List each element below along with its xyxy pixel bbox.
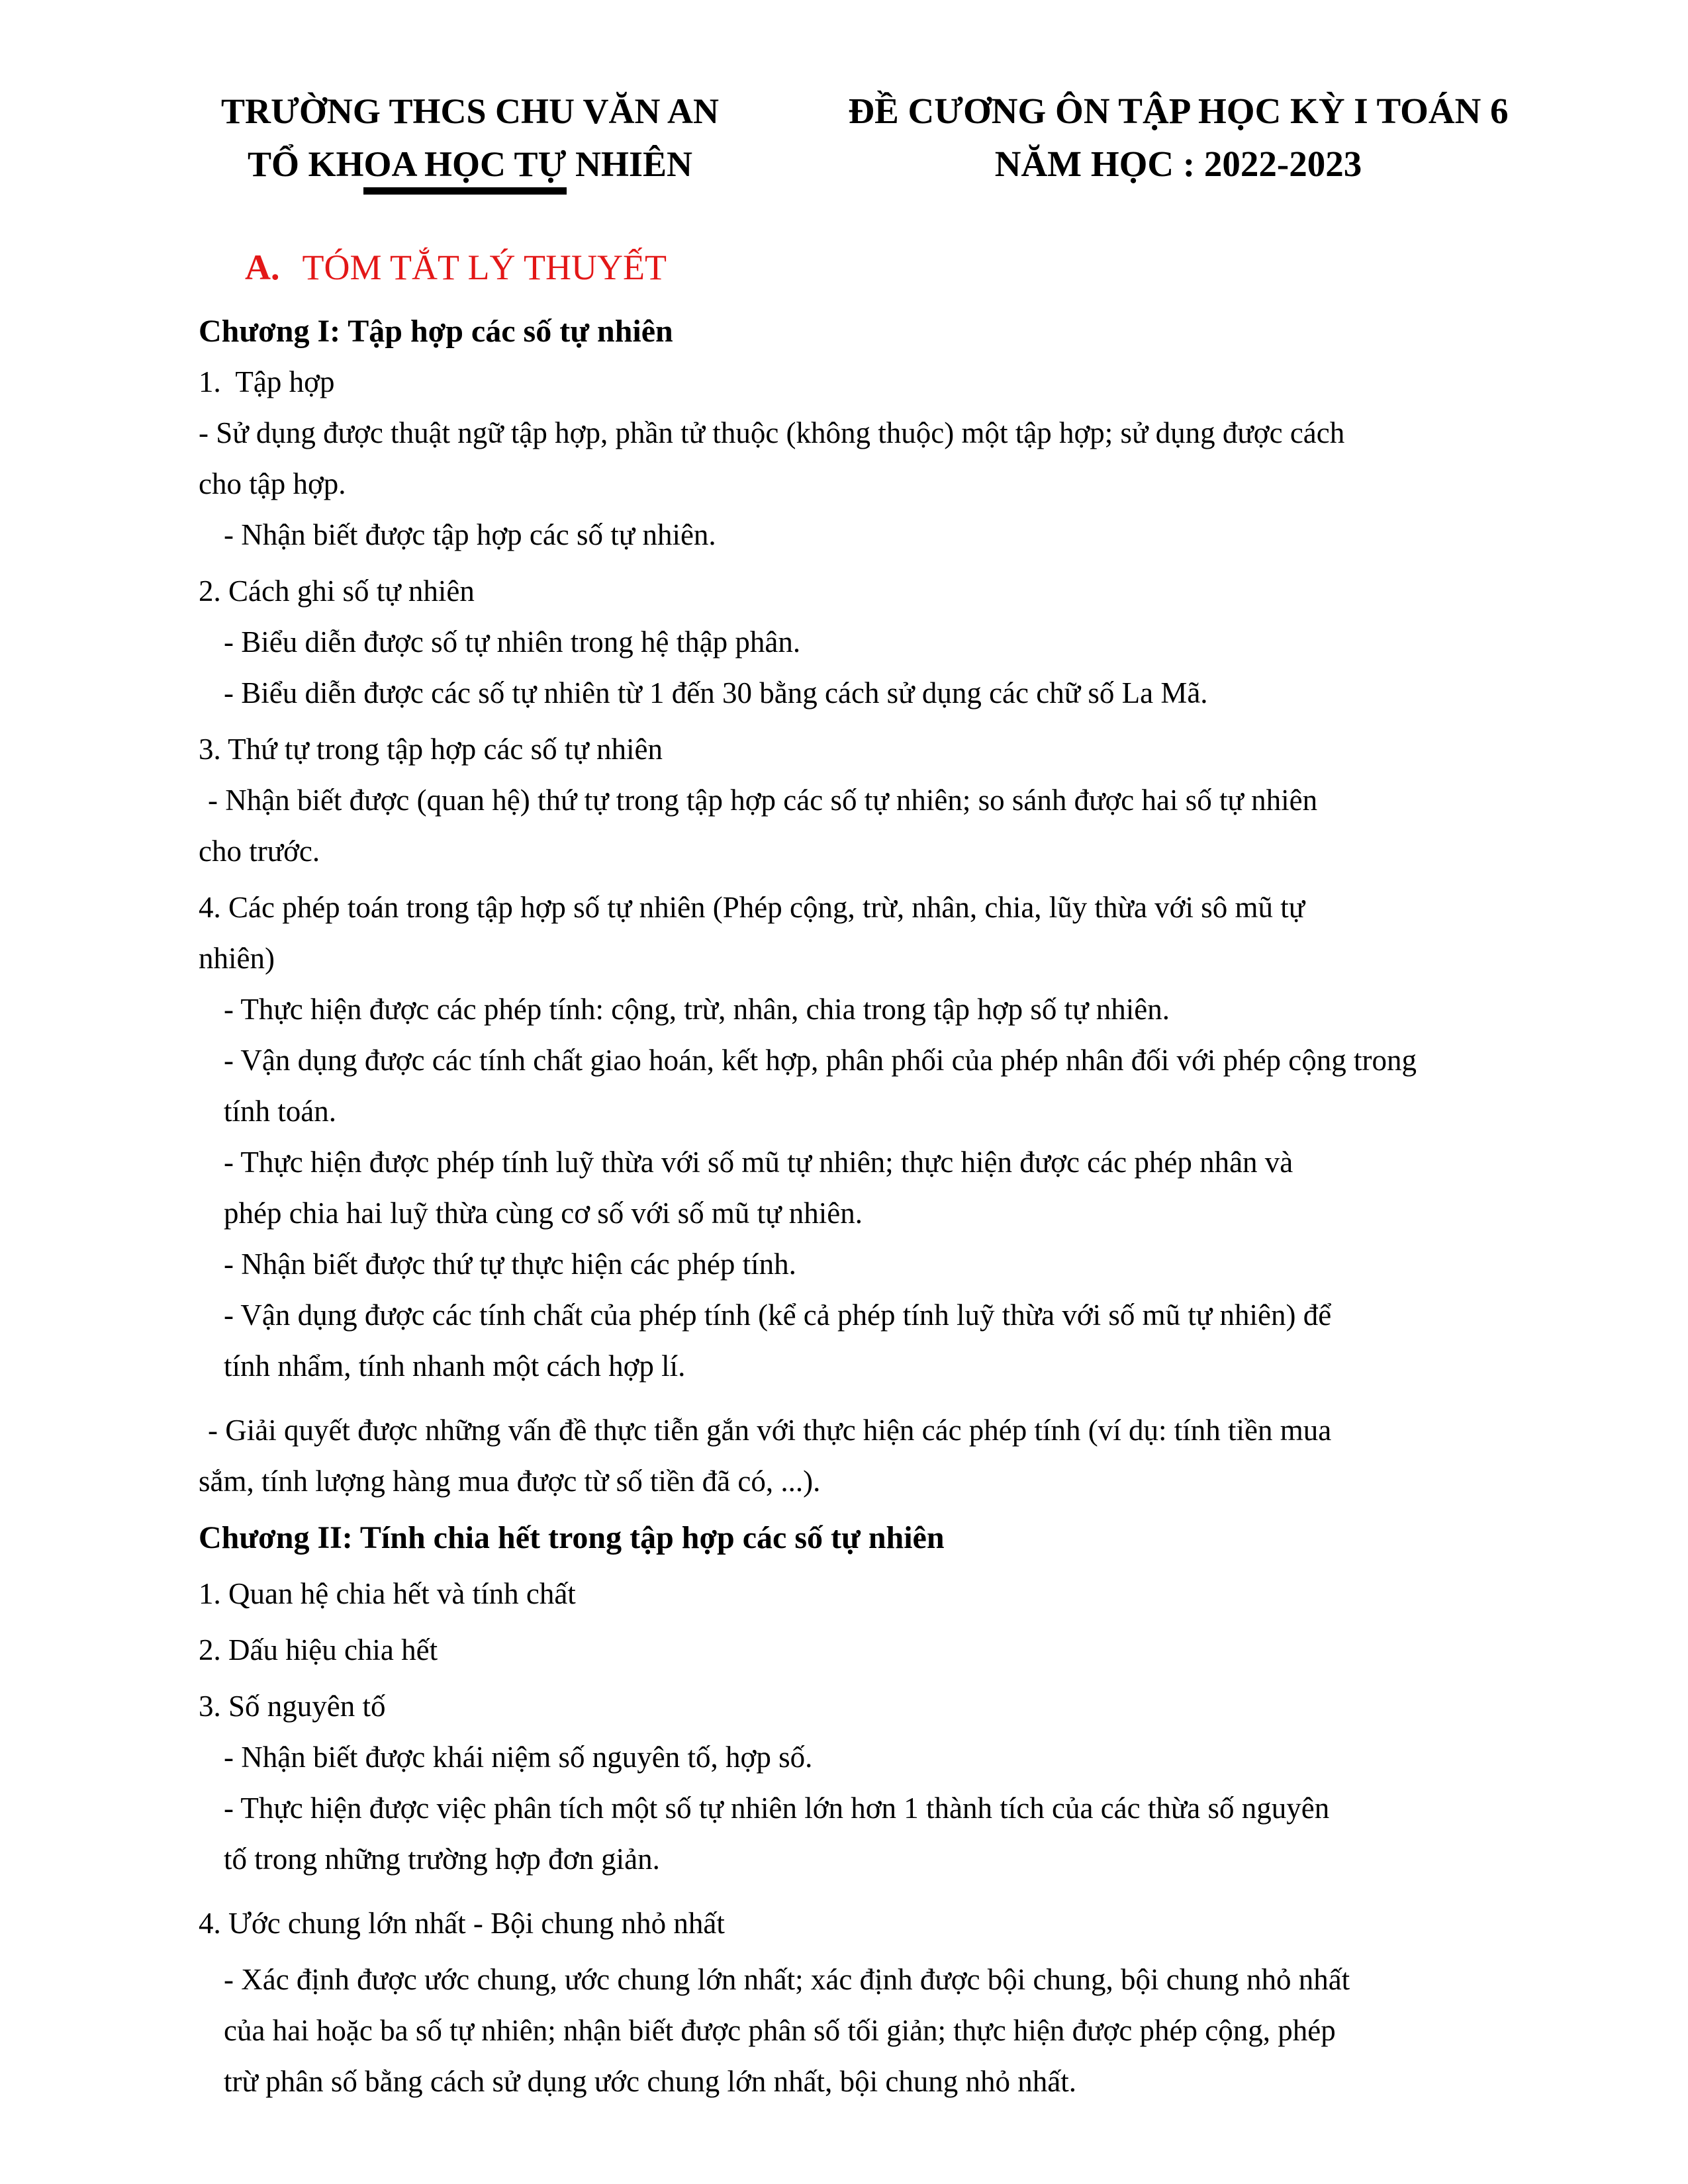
bullet-line: - Xác định được ước chung, ước chung lớn nhất; xác định được bội chung, bội chung nhỏ nhất — [224, 1963, 1350, 1996]
bullet-line: - Biểu diễn được số tự nhiên trong hệ thập phân. — [224, 625, 801, 659]
bullet-line: tính nhẩm, tính nhanh một cách hợp lí. — [224, 1349, 686, 1383]
department-name-prefix: TỔ KH — [247, 144, 364, 184]
bullet-line: - Sử dụng được thuật ngữ tập hợp, phần tử thuộc (không thuộc) một tập hợp; sử dụng được cách — [199, 416, 1345, 449]
chapter-1-heading: Chương I: Tập hợp các số tự nhiên — [199, 314, 673, 349]
item-2: 2. Dấu hiệu chia hết — [199, 1633, 438, 1666]
section-a-heading — [245, 248, 1688, 287]
document-header — [0, 0, 1688, 191]
bullet-line: sắm, tính lượng hàng mua được từ số tiền đã có, ...). — [199, 1465, 821, 1498]
department-name — [172, 138, 768, 191]
item-4: 4. Các phép toán trong tập hợp số tự nhiên (Phép cộng, trừ, nhân, chia, lũy thừa với sô mũ tự — [199, 891, 1305, 924]
bullet-line: - Nhận biết được tập hợp các số tự nhiên. — [224, 518, 716, 551]
department-name-underlined: OA HỌC TỰ — [363, 144, 566, 195]
bullet-line: của hai hoặc ba số tự nhiên; nhận biết được phân số tối giản; thực hiện được phép cộng, phép — [224, 2014, 1336, 2047]
bullet-line: tính toán. — [224, 1095, 336, 1128]
item-4-cont: nhiên) — [199, 942, 275, 975]
item-4: 4. Ước chung lớn nhất - Bội chung nhỏ nhất — [199, 1907, 725, 1940]
bullet-line: cho trước. — [199, 835, 320, 868]
bullet-line: - Nhận biết được khái niệm số nguyên tố, hợp số. — [224, 1741, 813, 1774]
bullet-line: cho tập hợp. — [199, 467, 346, 500]
exam-title: ĐỀ CƯƠNG ÔN TẬP HỌC KỲ I TOÁN 6 — [848, 91, 1509, 131]
school-block — [172, 85, 768, 191]
school-year: NĂM HỌC : 2022-2023 — [994, 144, 1362, 184]
title-block — [781, 85, 1575, 191]
item-1: 1. Tập hợp — [199, 365, 335, 398]
item-3: 3. Thứ tự trong tập hợp các số tự nhiên — [199, 733, 663, 766]
bullet-line: - Thực hiện được các phép tính: cộng, trừ, nhân, chia trong tập hợp số tự nhiên. — [224, 993, 1170, 1026]
bullet-line: trừ phân số bằng cách sử dụng ước chung lớn nhất, bội chung nhỏ nhất. — [224, 2065, 1077, 2098]
bullet-line: - Nhận biết được thứ tự thực hiện các phép tính. — [224, 1248, 796, 1281]
bullet-line: - Biểu diễn được các số tự nhiên từ 1 đến 30 bằng cách sử dụng các chữ số La Mã. — [224, 676, 1208, 709]
item-2: 2. Cách ghi số tự nhiên — [199, 574, 475, 608]
item-1: 1. Quan hệ chia hết và tính chất — [199, 1577, 576, 1610]
section-a-title: TÓM TẮT LÝ THUYẾT — [302, 248, 667, 287]
bullet-line: - Thực hiện được phép tính luỹ thừa với số mũ tự nhiên; thực hiện được các phép nhân và — [224, 1146, 1293, 1179]
bullet-line: - Nhận biết được (quan hệ) thứ tự trong tập hợp các số tự nhiên; so sánh được hai số tự nhiên — [208, 784, 1318, 817]
bullet-line: - Giải quyết được những vấn đề thực tiễn gắn với thực hiện các phép tính (ví dụ: tính tiền mua — [208, 1414, 1332, 1447]
chapter-2-heading: Chương II: Tính chia hết trong tập hợp các số tự nhiên — [199, 1520, 945, 1555]
bullet-line: - Thực hiện được việc phân tích một số tự nhiên lớn hơn 1 thành tích của các thừa số nguyên — [224, 1792, 1330, 1825]
department-name-suffix: NHIÊN — [566, 144, 693, 184]
bullet-line: - Vận dụng được các tính chất của phép tính (kể cả phép tính luỹ thừa với số mũ tự nhiên) để — [224, 1298, 1332, 1332]
school-name: TRƯỜNG THCS CHU VĂN AN — [220, 91, 720, 131]
section-a-label: A. — [245, 248, 280, 287]
item-3: 3. Số nguyên tố — [199, 1690, 386, 1723]
bullet-line: tố trong những trường hợp đơn giản. — [224, 1843, 660, 1876]
document-body — [199, 306, 1569, 2107]
bullet-line: - Vận dụng được các tính chất giao hoán, kết hợp, phân phối của phép nhân đối với phép cộng trong — [224, 1044, 1417, 1077]
bullet-line: phép chia hai luỹ thừa cùng cơ số với số mũ tự nhiên. — [224, 1197, 863, 1230]
